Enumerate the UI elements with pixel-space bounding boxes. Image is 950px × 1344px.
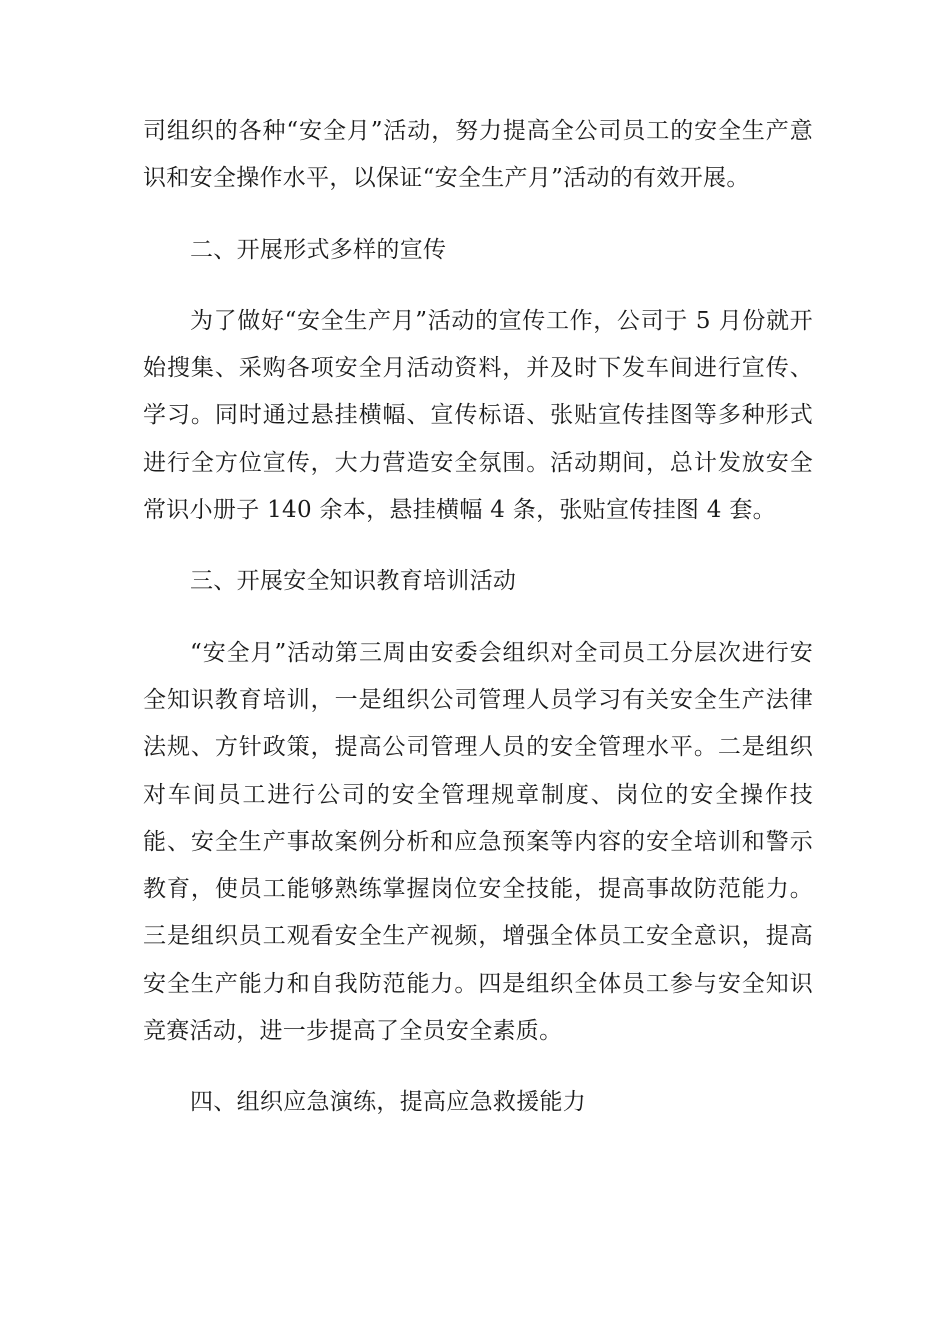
section-heading-3: 三、开展安全知识教育培训活动 — [190, 568, 517, 595]
section-heading-4: 四、组织应急演练，提高应急救援能力 — [190, 1089, 587, 1116]
body-paragraph-1: 司组织的各种“安全月”活动，努力提高全公司员工的安全生产意识和安全操作水平，以保证“安全生产月”活动的有效开展。 — [143, 118, 813, 192]
section-heading-2: 二、开展形式多样的宣传 — [190, 236, 447, 263]
body-paragraph-3: “安全月”活动第三周由安委会组织对全司员工分层次进行安全知识教育培训，一是组织公司管理人员学习有关安全生产法律法规、方针政策，提高公司管理人员的安全管理水平。二是组织对车间员工进行公司的安全管理规章制度、岗位的安全操作技能、安全生产事故案例分析和应急预案等内容的安全培训和警示教育，使员工能够熟练掌握岗位安全技能，提高事故防范能力。三是组织员工观看安全生产视频，增强全体员工安全意识，提高安全生产能力和自我防范能力。四是组织全体员工参与安全知识竞赛活动，进一步提高了全员安全素质。 — [143, 639, 813, 1045]
body-paragraph-2: 为了做好“安全生产月”活动的宣传工作，公司于 5 月份就开始搜集、采购各项安全月活动资料，并及时下发车间进行宣传、学习。同时通过悬挂横幅、宣传标语、张贴宣传挂图等多种形式进行全方位宣传，大力营造安全氛围。活动期间，总计发放安全常识小册子 140 余本，悬挂横幅 4 条，张贴宣传挂图 4 套。 — [143, 307, 813, 524]
document-body — [143, 108, 813, 1127]
